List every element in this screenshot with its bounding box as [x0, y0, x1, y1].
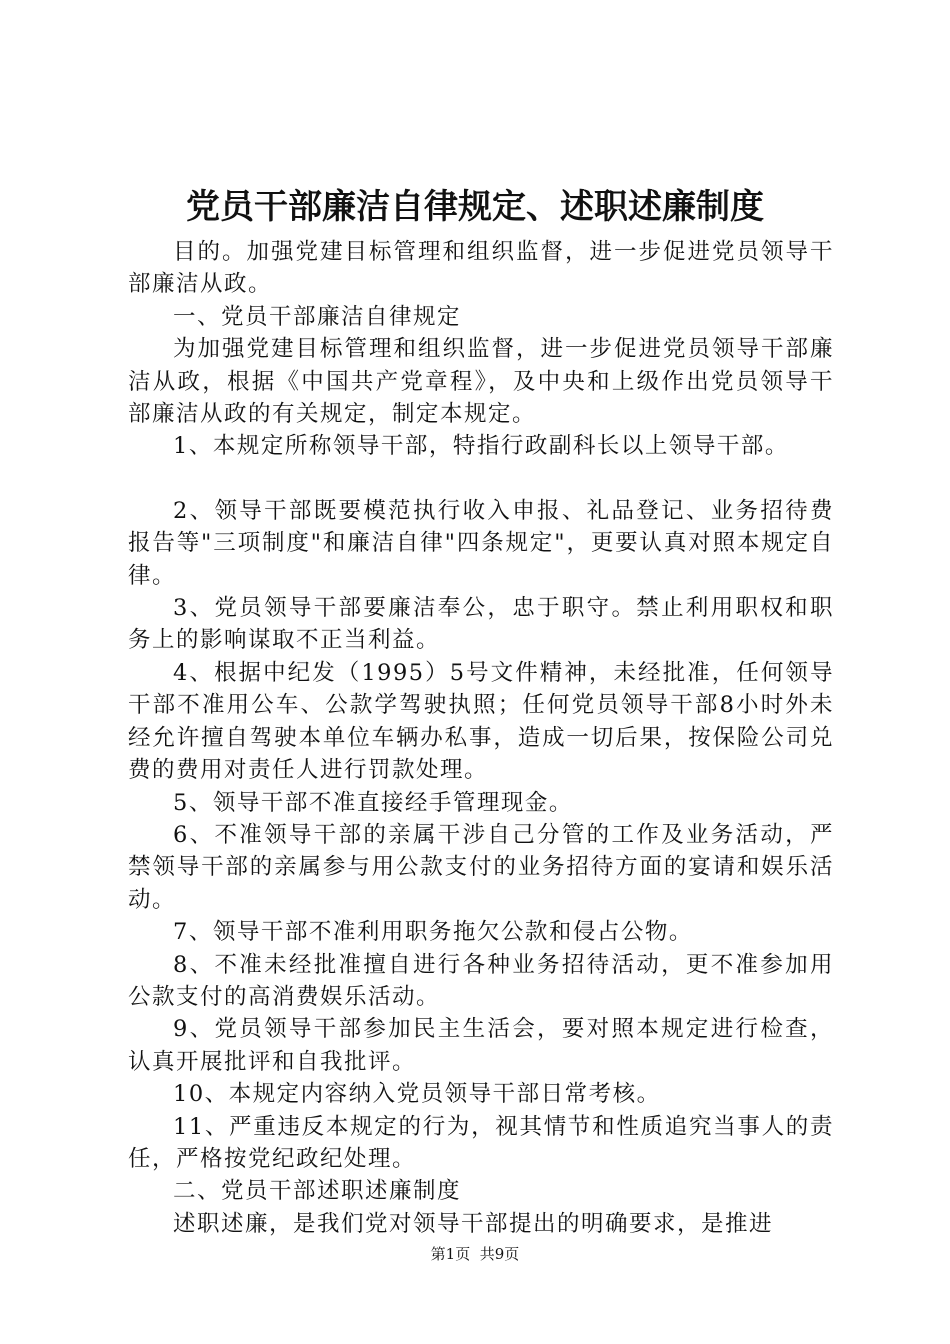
paragraph: 2、领导干部既要模范执行收入申报、礼品登记、业务招待费报告等"三项制度"和廉洁自律"四条规定"，更要认真对照本规定自律。	[128, 497, 834, 589]
document-title: 党员干部廉洁自律规定、述职述廉制度	[186, 187, 764, 227]
paragraph: 目的。加强党建目标管理和组织监督，进一步促进党员领导干部廉洁从政。	[128, 239, 834, 298]
paragraph: 9、党员领导干部参加民主生活会，要对照本规定进行检查，认真开展批评和自我批评。	[128, 1016, 834, 1075]
section-heading: 二、党员干部述职述廉制度	[173, 1178, 462, 1205]
paragraph: 7、领导干部不准利用职务拖欠公款和侵占公物。	[173, 919, 693, 946]
paragraph: 述职述廉，是我们党对领导干部提出的明确要求，是推进	[173, 1210, 774, 1237]
section-heading: 一、党员干部廉洁自律规定	[173, 303, 462, 330]
paragraph: 6、不准领导干部的亲属干涉自己分管的工作及业务活动，严禁领导干部的亲属参与用公款支付的业务招待方面的宴请和娱乐活动。	[128, 821, 834, 913]
paragraph: 5、领导干部不准直接经手管理现金。	[173, 789, 573, 816]
document-body	[128, 236, 834, 1240]
paragraph: 8、不准未经批准擅自进行各种业务招待活动，更不准参加用公款支付的高消费娱乐活动。	[128, 951, 834, 1010]
page-total: 共9页	[479, 1245, 520, 1263]
paragraph: 1、本规定所称领导干部，特指行政副科长以上领导干部。	[173, 433, 789, 460]
paragraph: 10、本规定内容纳入党员领导干部日常考核。	[173, 1081, 661, 1108]
paragraph: 3、党员领导干部要廉洁奉公，忠于职守。禁止利用职权和职务上的影响谋取不正当利益。	[128, 595, 834, 654]
page-footer	[0, 1243, 950, 1265]
paragraph: 为加强党建目标管理和组织监督，进一步促进党员领导干部廉洁从政，根据《中国共产党章程》，及中央和上级作出党员领导干部廉洁从政的有关规定，制定本规定。	[128, 336, 834, 428]
page-number: 第1页	[430, 1245, 471, 1263]
paragraph: 4、根据中纪发（1995）5号文件精神，未经批准，任何领导干部不准用公车、公款学驾驶执照；任何党员领导干部8小时外未经允许擅自驾驶本单位车辆办私事，造成一切后果，按保险公司兑费的费用对责任人进行罚款处理。	[128, 659, 834, 784]
paragraph: 11、严重违反本规定的行为，视其情节和性质追究当事人的责任，严格按党纪政纪处理。	[128, 1113, 834, 1172]
